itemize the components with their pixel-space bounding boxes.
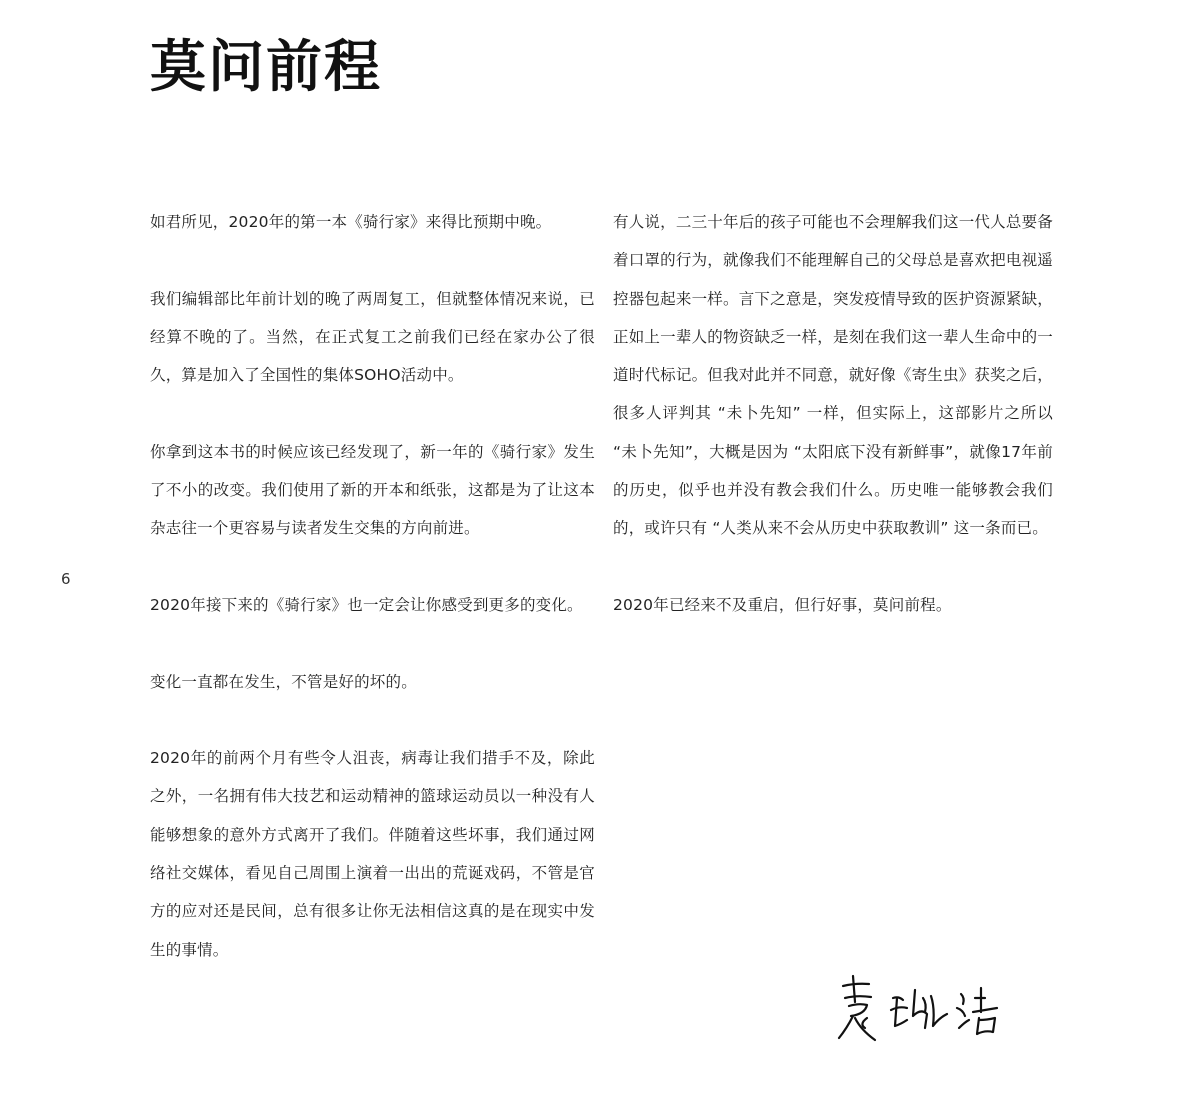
paragraph: 你拿到这本书的时候应该已经发现了，新一年的《骑行家》发生了不小的改变。我们使用了新的开本和纸张，这都是为了让这本杂志往一个更容易与读者发生交集的方向前进。 [150, 442, 595, 538]
paragraph: 我们编辑部比年前计划的晚了两周复工，但就整体情况来说，已经算不晚的了。当然，在正式复工之前我们已经在家办公了很久，算是加入了全国性的集体SOHO活动中。 [150, 289, 595, 385]
paragraph: 变化一直都在发生，不管是好的坏的。 [150, 672, 417, 691]
paragraph: 2020年的前两个月有些令人沮丧，病毒让我们措手不及，除此之外，一名拥有伟大技艺和运动精神的篮球运动员以一种没有人能够想象的意外方式离开了我们。伴随着这些坏事，我们通过网络社交媒体，看见自己周围上演着一出出的荒诞戏码，不管是官方的应对还是民间，总有很多让你无法相信这真的是在现实中发生的事情。 [150, 749, 595, 959]
paragraph: 2020年接下来的《骑行家》也一定会让你感受到更多的变化。 [150, 595, 583, 614]
paragraph: 有人说，二三十年后的孩子可能也不会理解我们这一代人总要备着口罩的行为，就像我们不能理解自己的父母总是喜欢把电视遥控器包起来一样。言下之意是，突发疫情导致的医护资源紧缺，正如上一辈人的物资缺乏一样，是刻在我们这一辈人生命中的一道时代标记。但我对此并不同意，就好像《寄生虫》获奖之后，很多人评判其 “未卜先知” 一样，但实际上，这部影片之所以 “未卜先知”，大概是因为 “太阳底下没有新鲜事”，就像17年前的历史，似乎也并没有教会我们什么。历史唯一能够教会我们的，或许只有 “人类从来不会从历史中获取教训” 这一条而已。 [613, 213, 1053, 538]
paragraph: 如君所见，2020年的第一本《骑行家》来得比预期中晚。 [150, 213, 552, 231]
paragraph: 2020年已经来不及重启，但行好事，莫问前程。 [613, 595, 952, 614]
handwritten-signature-icon [835, 968, 1010, 1050]
page-title: 莫问前程 [150, 35, 382, 100]
left-column [150, 203, 595, 969]
right-column [613, 203, 1053, 624]
page-number: 6 [61, 570, 71, 588]
